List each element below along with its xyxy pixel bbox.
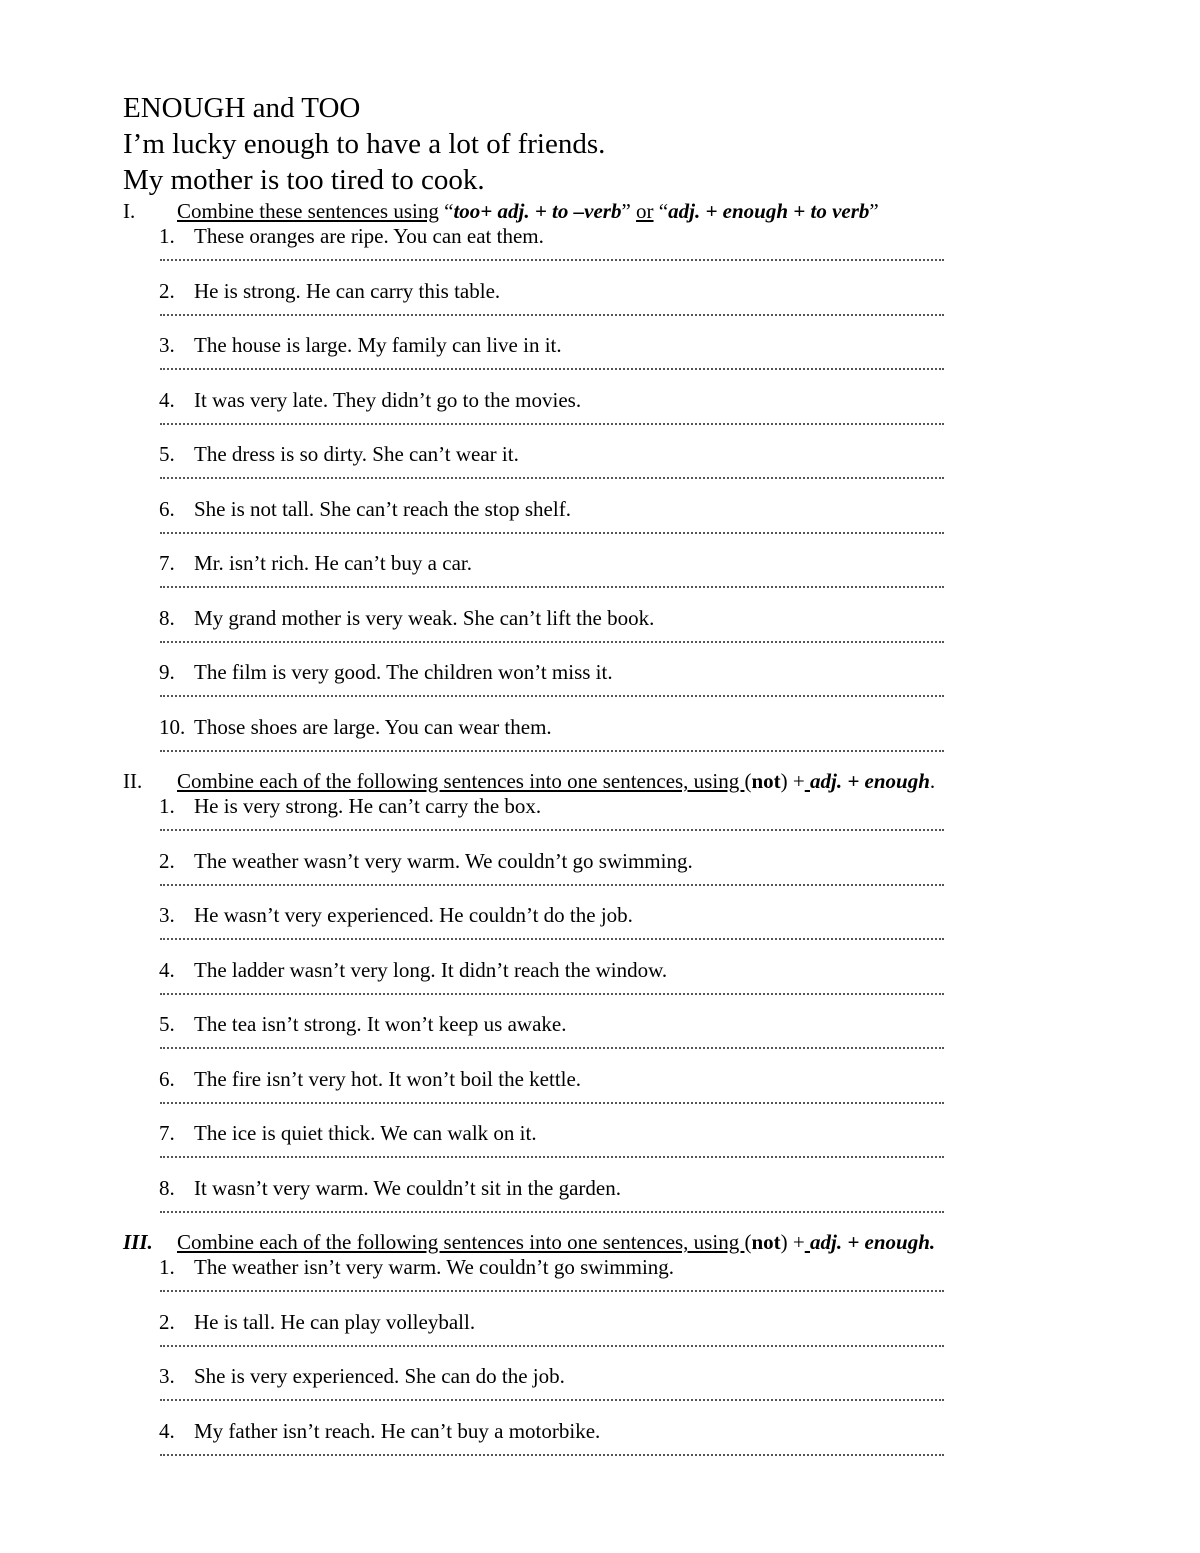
exercise-item	[123, 1309, 1043, 1364]
item-text: She is not tall. She can’t reach the stop shelf.	[194, 496, 571, 521]
exercise-item	[123, 332, 1043, 387]
item-number: 5.	[159, 1012, 175, 1036]
section-instruction: Combine these sentences using “too+ adj. + to –verb” or “adj. + enough + to verb”	[177, 199, 879, 223]
exercise-item	[123, 1254, 1043, 1309]
answer-line[interactable]	[160, 259, 944, 261]
exercise-item	[123, 496, 1043, 551]
item-number: 3.	[159, 333, 175, 357]
item-number: 6.	[159, 496, 175, 521]
exercise-item	[123, 278, 1043, 333]
item-text: He is very strong. He can’t carry the box.	[194, 794, 542, 818]
item-number: 8.	[159, 605, 175, 630]
item-number: 1.	[159, 224, 175, 248]
item-number: 5.	[159, 442, 175, 466]
exercise-item	[123, 223, 1043, 278]
item-number: 7.	[159, 551, 175, 575]
exercise-item	[123, 605, 1043, 660]
item-number: 2.	[159, 848, 175, 873]
item-text: The weather wasn’t very warm. We couldn’t go swimming.	[194, 848, 693, 873]
answer-line[interactable]	[160, 695, 944, 697]
item-text: The ladder wasn’t very long. It didn’t reach the window.	[194, 957, 668, 982]
section-number: III.	[123, 1230, 153, 1254]
item-number: 3.	[159, 1364, 175, 1388]
exercise-item	[123, 1120, 1043, 1175]
answer-line[interactable]	[160, 423, 944, 425]
section-number: II.	[123, 769, 143, 793]
exercise-item	[123, 902, 1043, 957]
item-number: 4.	[159, 387, 175, 412]
item-text: Mr. isn’t rich. He can’t buy a car.	[194, 551, 472, 575]
exercise-item	[123, 550, 1043, 605]
answer-line[interactable]	[160, 1290, 944, 1292]
answer-line[interactable]	[160, 938, 944, 940]
item-number: 9.	[159, 660, 175, 684]
exercise-item	[123, 1363, 1043, 1418]
item-number: 4.	[159, 957, 175, 982]
page-title: ENOUGH and TOO	[123, 92, 361, 124]
item-text: The film is very good. The children won’t miss it.	[194, 660, 613, 684]
item-text: The dress is so dirty. She can’t wear it.	[194, 442, 519, 466]
exercise-item	[123, 441, 1043, 496]
answer-line[interactable]	[160, 368, 944, 370]
answer-line[interactable]	[160, 1399, 944, 1401]
section-3-items	[123, 1254, 1043, 1472]
answer-line[interactable]	[160, 1454, 944, 1456]
item-text: My father isn’t reach. He can’t buy a motorbike.	[194, 1418, 601, 1443]
answer-line[interactable]	[160, 1047, 944, 1049]
item-text: She is very experienced. She can do the job.	[194, 1364, 565, 1388]
item-number: 4.	[159, 1418, 175, 1443]
item-text: He is tall. He can play volleyball.	[194, 1309, 476, 1334]
item-text: Those shoes are large. You can wear them.	[194, 714, 552, 739]
answer-line[interactable]	[160, 314, 944, 316]
item-text: He is strong. He can carry this table.	[194, 278, 501, 303]
answer-line[interactable]	[160, 1345, 944, 1347]
item-text: The tea isn’t strong. It won’t keep us awake.	[194, 1012, 567, 1036]
item-text: My grand mother is very weak. She can’t lift the book.	[194, 605, 655, 630]
exercise-item	[123, 659, 1043, 714]
exercise-item	[123, 1066, 1043, 1121]
item-number: 2.	[159, 278, 175, 303]
exercise-item	[123, 1175, 1043, 1230]
exercise-item	[123, 1418, 1043, 1473]
item-number: 6.	[159, 1066, 175, 1091]
worksheet	[123, 90, 1043, 1472]
item-text: These oranges are ripe. You can eat them.	[194, 224, 544, 248]
item-number: 1.	[159, 1255, 175, 1279]
answer-line[interactable]	[160, 829, 944, 831]
answer-line[interactable]	[160, 993, 944, 995]
item-text: The house is large. My family can live in it.	[194, 333, 562, 357]
exercise-item	[123, 848, 1043, 903]
exercise-item	[123, 1011, 1043, 1066]
section-2-heading	[123, 769, 1043, 793]
answer-line[interactable]	[160, 1102, 944, 1104]
example-sentence-2: My mother is too tired to cook.	[123, 164, 485, 196]
exercise-item	[123, 387, 1043, 442]
section-2-items	[123, 793, 1043, 1229]
answer-line[interactable]	[160, 1211, 944, 1213]
answer-line[interactable]	[160, 884, 944, 886]
exercise-item	[123, 793, 1043, 848]
section-1-heading	[123, 199, 1043, 223]
answer-line[interactable]	[160, 1156, 944, 1158]
section-instruction: Combine each of the following sentences into one sentences, using (not) + adj. + enough.	[177, 1230, 936, 1254]
item-text: The ice is quiet thick. We can walk on it.	[194, 1121, 537, 1145]
item-number: 7.	[159, 1121, 175, 1145]
answer-line[interactable]	[160, 586, 944, 588]
answer-line[interactable]	[160, 477, 944, 479]
item-number: 8.	[159, 1175, 175, 1200]
example-sentence-1: I’m lucky enough to have a lot of friends.	[123, 128, 606, 160]
item-number: 10.	[159, 714, 186, 739]
item-number: 2.	[159, 1309, 175, 1334]
answer-line[interactable]	[160, 532, 944, 534]
exercise-item	[123, 714, 1043, 769]
section-number: I.	[123, 199, 136, 223]
section-1-items	[123, 223, 1043, 768]
section-instruction: Combine each of the following sentences into one sentences, using (not) + adj. + enough.	[177, 769, 936, 793]
item-number: 3.	[159, 903, 175, 927]
answer-line[interactable]	[160, 750, 944, 752]
section-3-heading	[123, 1230, 1043, 1254]
item-text: The fire isn’t very hot. It won’t boil the kettle.	[194, 1066, 582, 1091]
item-text: It was very late. They didn’t go to the movies.	[194, 387, 582, 412]
item-text: He wasn’t very experienced. He couldn’t do the job.	[194, 903, 633, 927]
answer-line[interactable]	[160, 641, 944, 643]
exercise-item	[123, 957, 1043, 1012]
item-number: 1.	[159, 794, 175, 818]
item-text: It wasn’t very warm. We couldn’t sit in the garden.	[194, 1175, 621, 1200]
item-text: The weather isn’t very warm. We couldn’t go swimming.	[194, 1255, 675, 1279]
